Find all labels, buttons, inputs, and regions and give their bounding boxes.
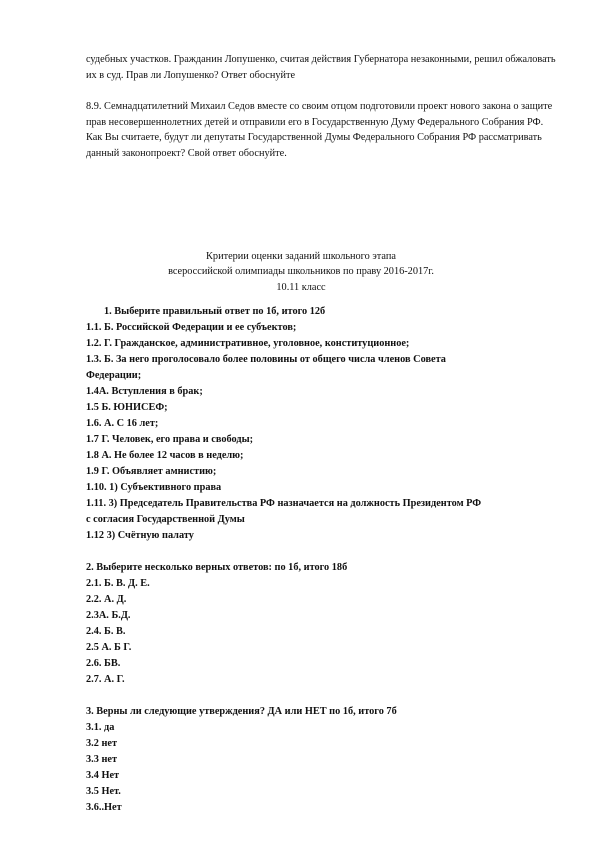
section1-item: 1.2. Г. Гражданское, административное, уголовное, конституционное; bbox=[86, 338, 410, 349]
section2-item: 2.5 А. Б Г. bbox=[86, 642, 132, 653]
section3-item: 3.4 Нет bbox=[86, 770, 120, 781]
question-8-9: 8.9. Семнадцатилетний Михаил Седов вместе со своим отцом подготовили проект нового закона о защите прав несовершеннолетних детей и отправили его в Государственную Думу Федерального Собрания РФ. Как Вы считаете, будут ли депутаты Государственной Думы Федерального Собрания РФ рассматривать данный законопроект? Свой ответ обоснуйте. bbox=[86, 101, 553, 159]
section2-item: 2.7. А. Г. bbox=[86, 674, 125, 685]
section3-heading: 3. Верны ли следующие утверждения? ДА или НЕТ по 1б, итого 7б bbox=[86, 706, 397, 717]
section2-item: 2.2. А. Д. bbox=[86, 594, 127, 605]
intro-paragraph: судебных участков. Гражданин Лопушенко, считая действия Губернатора незаконными, решил обжаловать их в суд. Прав ли Лопушенко? Ответ обоснуйте bbox=[86, 54, 556, 81]
section1-item: 1.6. А. С 16 лет; bbox=[86, 418, 159, 429]
section1-item: 1.10. 1) Субъективного права bbox=[86, 482, 222, 493]
section2-item: 2.4. Б. В. bbox=[86, 626, 126, 637]
section3-item: 3.3 нет bbox=[86, 754, 118, 765]
section1-item: 1.8 А. Не более 12 часов в неделю; bbox=[86, 450, 244, 461]
section1-item: 1.3. Б. За него проголосовало более половины от общего числа членов Совета bbox=[86, 354, 446, 365]
section1-item: 1.5 Б. ЮНИСЕФ; bbox=[86, 402, 168, 413]
section1-item: 1.1. Б. Российской Федерации и ее субъектов; bbox=[86, 322, 297, 333]
section1-item: 1.9 Г. Объявляет амнистию; bbox=[86, 466, 217, 477]
section1-item: 1.7 Г. Человек, его права и свободы; bbox=[86, 434, 254, 445]
criteria-title-line3: 10.11 класс bbox=[276, 282, 326, 293]
section1-item: 1.4А. Вступления в брак; bbox=[86, 386, 203, 397]
section3-item: 3.5 Нет. bbox=[86, 786, 121, 797]
section1-item: Федерации; bbox=[86, 370, 142, 381]
section3-item: 3.6..Нет bbox=[86, 802, 122, 813]
section2-heading: 2. Выберите несколько верных ответов: по 1б, итого 18б bbox=[86, 562, 348, 573]
section1-item: с согласия Государственной Думы bbox=[86, 514, 245, 525]
section3-item: 3.2 нет bbox=[86, 738, 118, 749]
section1-item: 1.11. 3) Председатель Правительства РФ назначается на должность Президентом РФ bbox=[86, 498, 482, 509]
criteria-title-line1: Критерии оценки заданий школьного этапа bbox=[206, 251, 396, 262]
criteria-title-line2: всероссийской олимпиады школьников по праву 2016-2017г. bbox=[168, 266, 434, 277]
section3-item: 3.1. да bbox=[86, 722, 115, 733]
section2-item: 2.1. Б. В. Д. Е. bbox=[86, 578, 150, 589]
section2-item: 2.6. БВ. bbox=[86, 658, 121, 669]
section1-item: 1.12 3) Счётную палату bbox=[86, 530, 194, 541]
section1-heading: 1. Выберите правильный ответ по 1б, итого 12б bbox=[104, 306, 326, 317]
section2-item: 2.3А. Б.Д. bbox=[86, 610, 131, 621]
